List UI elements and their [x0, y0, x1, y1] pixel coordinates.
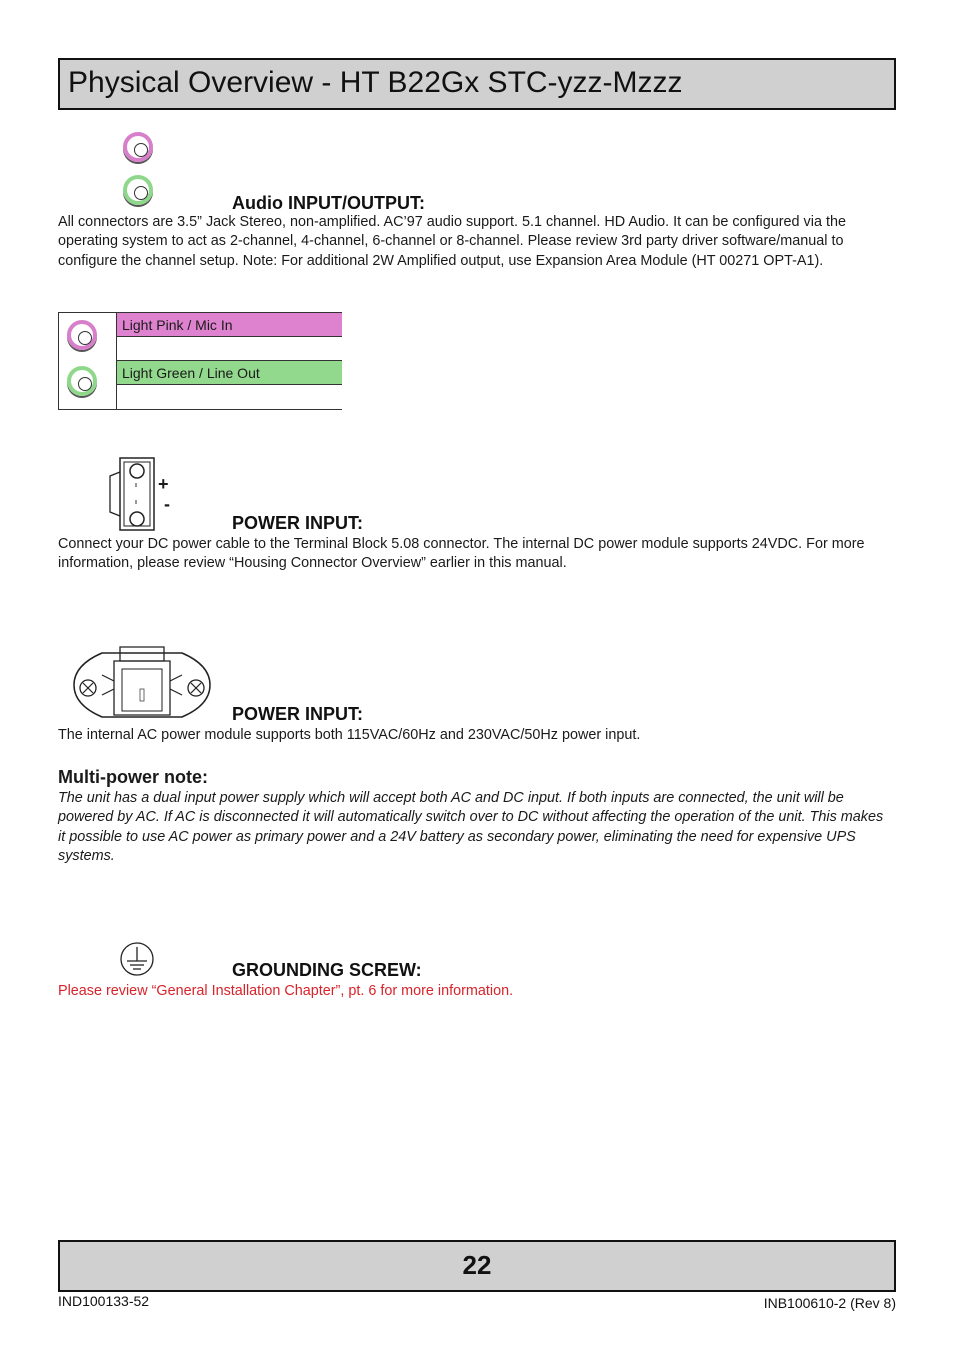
ac-power-heading: POWER INPUT:	[232, 704, 364, 724]
page-title: Physical Overview - HT B22Gx STC-yzz-Mzzz	[68, 66, 683, 99]
line-out-jack-icon	[123, 175, 153, 205]
ac-power-inlet-icon	[72, 645, 212, 723]
audio-description: All connectors are 3.5” Jack Stereo, non-amplified. AC’97 audio support. 5.1 channel. HD Audio. It can be configured via the operating system to act as 2-channel, 4-channel, 6-channel or 8-channel. Please review 3rd party driver software/manual to configure the channel setup. Note: For additional 2W Amplified output, use Expansion Area Module (HT 00271 OPT-A1).	[58, 214, 846, 269]
audio-table-row-line-out: Light Green / Line Out	[117, 361, 342, 385]
dc-power-heading: POWER INPUT:	[232, 513, 364, 533]
audio-table-row-blank	[117, 385, 342, 409]
audio-table-row-mic-in: Light Pink / Mic In	[117, 313, 342, 337]
page-title-bar	[58, 58, 896, 110]
document-code-left: IND100133-52	[58, 1293, 150, 1309]
grounding-description: Please review “General Installation Chapter”, pt. 6 for more information.	[58, 983, 514, 999]
audio-table-row-blank	[117, 337, 342, 361]
multi-power-heading: Multi-power note:	[58, 767, 208, 787]
mic-in-jack-icon	[67, 320, 97, 350]
document-code-right: INB100610-2 (Rev 8)	[763, 1295, 896, 1311]
audio-color-table	[58, 312, 342, 410]
ac-power-description: The internal AC power module supports both 115VAC/60Hz and 230VAC/50Hz power input.	[58, 727, 641, 743]
positive-terminal-label: +	[158, 474, 169, 494]
audio-table-icon-column	[59, 313, 117, 409]
dc-power-description: Connect your DC power cable to the Terminal Block 5.08 connector. The internal DC power module supports 24VDC. For more information, please review “Housing Connector Overview” earlier in this manual.	[58, 536, 865, 572]
line-out-jack-icon	[67, 366, 97, 396]
multi-power-description: The unit has a dual input power supply which will accept both AC and DC input. If both inputs are connected, the unit will be powered by AC. If AC is disconnected it will automatically switch over to DC without affecting the operation of the unit. This makes it possible to use AC power as primary power and a 24V battery as secondary power, eliminating the need for expensive UPS systems.	[58, 790, 884, 864]
page-number: 22	[462, 1250, 492, 1280]
mic-in-jack-icon	[123, 132, 153, 162]
negative-terminal-label: -	[164, 494, 170, 514]
ground-symbol-icon	[117, 941, 157, 977]
audio-heading: Audio INPUT/OUTPUT:	[232, 193, 425, 213]
grounding-heading: GROUNDING SCREW:	[232, 960, 422, 980]
page-number-bar	[58, 1240, 896, 1292]
terminal-block-connector-icon	[106, 456, 158, 532]
